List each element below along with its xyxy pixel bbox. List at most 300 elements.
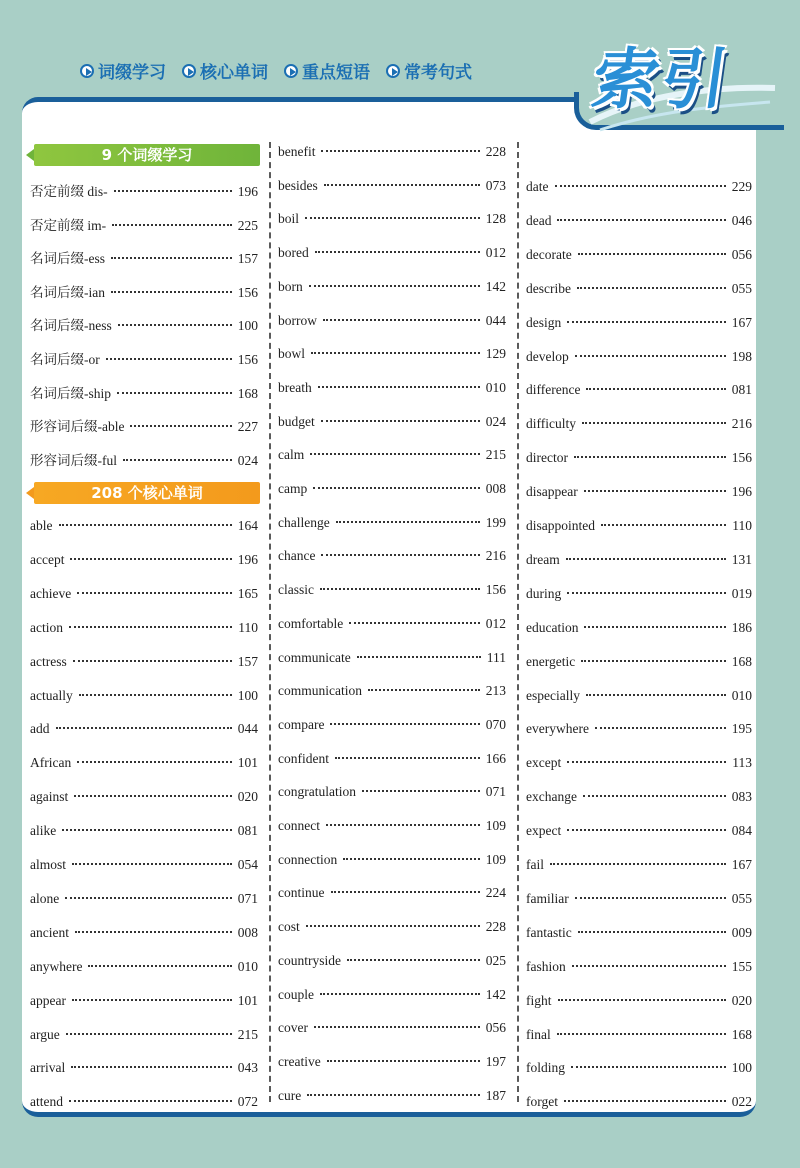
entry-page-number: 228 <box>485 919 506 935</box>
leader-dots <box>314 1026 480 1028</box>
entry-page-number: 100 <box>731 1060 752 1076</box>
entry-page-number: 142 <box>485 986 506 1002</box>
leader-dots <box>566 558 726 560</box>
leader-dots <box>323 319 480 321</box>
leader-dots <box>77 592 232 594</box>
entry-word: couple <box>278 986 314 1002</box>
leader-dots <box>306 925 480 927</box>
entry-word: against <box>30 789 69 805</box>
leader-dots <box>77 761 232 763</box>
index-entry <box>30 552 258 572</box>
entry-word: bored <box>278 245 309 261</box>
index-entry <box>278 346 506 366</box>
play-circle-icon <box>80 64 94 78</box>
entry-word: connect <box>278 818 320 833</box>
entry-word: director <box>526 450 568 466</box>
entry-page-number: 100 <box>237 687 258 703</box>
leader-dots <box>56 727 232 729</box>
entry-page-number: 129 <box>485 346 506 362</box>
entry-page-number: 213 <box>485 683 506 699</box>
index-entry <box>30 891 258 911</box>
leader-dots <box>586 388 725 390</box>
entry-word: able <box>30 518 53 533</box>
index-entry <box>526 349 752 369</box>
leader-dots <box>595 727 726 729</box>
entry-word: everywhere <box>526 721 589 737</box>
entry-word: dream <box>526 551 560 567</box>
leader-dots <box>343 858 480 860</box>
leader-dots <box>575 897 726 899</box>
entry-page-number: 101 <box>237 992 258 1008</box>
entry-word: 否定前缀 dis- <box>30 184 108 199</box>
index-entry <box>30 415 258 435</box>
entry-word: dead <box>526 212 552 228</box>
entry-word: bowl <box>278 346 305 362</box>
entry-page-number: 043 <box>237 1060 258 1076</box>
entry-word: alone <box>30 890 60 906</box>
leader-dots <box>321 420 480 422</box>
entry-word: achieve <box>30 585 72 601</box>
entry-word: especially <box>526 687 580 703</box>
entry-word: 名词后缀-ship <box>30 385 111 401</box>
index-entry <box>278 885 506 905</box>
index-entry <box>30 959 258 979</box>
entry-page-number: 012 <box>485 615 506 631</box>
index-entry <box>526 213 752 233</box>
entry-page-number: 046 <box>731 212 752 228</box>
entry-word: communicate <box>278 649 351 665</box>
entry-word: familiar <box>526 890 569 906</box>
leader-dots <box>571 1066 726 1068</box>
entry-page-number: 166 <box>485 750 506 766</box>
entry-word: difficulty <box>526 416 576 432</box>
entry-page-number: 228 <box>485 144 506 159</box>
index-entry <box>30 382 258 402</box>
entry-word: fail <box>526 857 544 872</box>
entry-page-number: 019 <box>731 585 752 601</box>
index-entry <box>278 245 506 265</box>
leader-dots <box>320 588 480 590</box>
index-entry <box>526 789 752 809</box>
entry-page-number: 142 <box>485 278 506 294</box>
entry-word: ancient <box>30 924 69 940</box>
entry-word: alike <box>30 823 57 839</box>
index-entry <box>278 211 506 231</box>
entry-page-number: 227 <box>237 419 258 435</box>
index-entry <box>278 144 506 164</box>
entry-word: borrow <box>278 312 317 328</box>
index-entry <box>30 721 258 741</box>
leader-dots <box>368 689 480 691</box>
entry-word: difference <box>526 382 581 398</box>
entry-word: during <box>526 585 562 601</box>
index-entry <box>30 620 258 640</box>
index-entry <box>526 755 752 775</box>
entry-page-number: 155 <box>731 958 752 974</box>
leader-dots <box>74 795 232 797</box>
leader-dots <box>130 425 231 427</box>
leader-dots <box>313 487 480 489</box>
entry-page-number: 156 <box>237 352 258 367</box>
leader-dots <box>347 959 480 961</box>
index-entry <box>526 925 752 945</box>
entry-page-number: 022 <box>731 1094 752 1110</box>
nav-item-label: 词缀学习 <box>98 63 166 83</box>
leader-dots <box>326 824 480 826</box>
index-entry <box>526 315 752 335</box>
leader-dots <box>583 795 726 797</box>
leader-dots <box>349 622 480 624</box>
leader-dots <box>321 150 479 152</box>
index-entry <box>278 1020 506 1040</box>
entry-page-number: 008 <box>237 924 258 940</box>
leader-dots <box>582 422 726 424</box>
leader-dots <box>114 190 232 192</box>
entry-page-number: 056 <box>485 1020 506 1036</box>
leader-dots <box>586 694 726 696</box>
entry-word: anywhere <box>30 958 83 974</box>
entry-word: challenge <box>278 514 330 530</box>
leader-dots <box>330 723 479 725</box>
leader-dots <box>327 1060 480 1062</box>
leader-dots <box>321 554 479 556</box>
index-entry <box>278 717 506 737</box>
leader-dots <box>59 524 232 526</box>
index-entry <box>526 586 752 606</box>
play-circle-icon <box>386 64 400 78</box>
entry-word: cost <box>278 919 300 935</box>
leader-dots <box>567 321 726 323</box>
entry-word: 名词后缀-ian <box>30 284 105 300</box>
leader-dots <box>311 352 480 354</box>
index-entry <box>278 313 506 333</box>
index-entry <box>30 755 258 775</box>
entry-word: almost <box>30 857 66 872</box>
index-entry <box>526 518 752 538</box>
nav-item-affix[interactable] <box>80 58 166 83</box>
entry-page-number: 164 <box>237 518 258 533</box>
entry-word: final <box>526 1026 551 1042</box>
entry-page-number: 156 <box>485 582 506 598</box>
leader-dots <box>79 694 232 696</box>
index-entry <box>30 1060 258 1080</box>
leader-dots <box>62 829 232 831</box>
leader-dots <box>66 1033 232 1035</box>
leader-dots <box>72 999 232 1001</box>
entry-page-number: 167 <box>731 314 752 330</box>
leader-dots <box>307 1094 480 1096</box>
leader-dots <box>70 558 231 560</box>
entry-word: argue <box>30 1026 60 1042</box>
entry-word: folding <box>526 1060 565 1076</box>
index-entry <box>278 178 506 198</box>
index-entry <box>526 654 752 674</box>
column-divider <box>269 142 271 1102</box>
entry-page-number: 020 <box>237 789 258 805</box>
entry-page-number: 128 <box>485 211 506 227</box>
index-entry <box>30 654 258 674</box>
entry-word: creative <box>278 1053 321 1069</box>
entry-word: fantastic <box>526 924 572 940</box>
entry-page-number: 024 <box>485 413 506 429</box>
leader-dots <box>550 863 726 865</box>
index-entry <box>526 1060 752 1080</box>
leader-dots <box>578 931 726 933</box>
entry-word: 名词后缀-ness <box>30 318 112 334</box>
leader-dots <box>324 184 480 186</box>
index-entry <box>278 380 506 400</box>
index-entry <box>526 416 752 436</box>
leader-dots <box>88 965 231 967</box>
entry-page-number: 168 <box>237 385 258 401</box>
leader-dots <box>564 1100 726 1102</box>
entry-page-number: 025 <box>485 952 506 968</box>
leader-dots <box>601 524 726 526</box>
leader-dots <box>584 490 726 492</box>
leader-dots <box>581 660 726 662</box>
entry-page-number: 109 <box>485 851 506 867</box>
index-entry <box>526 247 752 267</box>
entry-word: chance <box>278 548 316 564</box>
entry-word: compare <box>278 716 325 732</box>
leader-dots <box>123 459 232 461</box>
entry-word: fight <box>526 992 552 1008</box>
entry-page-number: 010 <box>237 958 258 974</box>
section-nav <box>80 58 472 83</box>
leader-dots <box>69 626 232 628</box>
entry-word: confident <box>278 750 329 766</box>
entry-word: 否定前缀 im- <box>30 217 107 233</box>
leader-dots <box>584 626 725 628</box>
entry-word: countryside <box>278 952 341 968</box>
index-entry <box>278 447 506 467</box>
index-entry <box>30 993 258 1013</box>
entry-page-number: 100 <box>237 318 258 334</box>
entry-page-number: 186 <box>731 619 752 635</box>
entry-page-number: 055 <box>731 890 752 906</box>
index-entry <box>278 616 506 636</box>
index-entry <box>30 1094 258 1114</box>
entry-word: energetic <box>526 653 576 669</box>
index-entry <box>526 281 752 301</box>
entry-page-number: 168 <box>731 1026 752 1042</box>
entry-page-number: 199 <box>485 514 506 530</box>
nav-item-sentences[interactable] <box>386 58 472 83</box>
entry-page-number: 081 <box>237 823 258 839</box>
leader-dots <box>69 1100 232 1102</box>
index-entry <box>526 620 752 640</box>
entry-page-number: 012 <box>485 245 506 261</box>
entry-word: describe <box>526 280 571 296</box>
index-entry <box>278 548 506 568</box>
entry-word: except <box>526 755 562 771</box>
index-entry <box>526 1094 752 1114</box>
leader-dots <box>558 999 726 1001</box>
entry-word: action <box>30 619 63 635</box>
index-entry <box>278 582 506 602</box>
entry-page-number: 111 <box>486 649 506 665</box>
entry-word: 形容词后缀-able <box>30 419 125 435</box>
entry-page-number: 010 <box>731 687 752 703</box>
index-entry <box>278 953 506 973</box>
leader-dots <box>310 453 480 455</box>
entry-word: attend <box>30 1094 63 1110</box>
leader-dots <box>577 287 726 289</box>
entry-word: exchange <box>526 789 577 805</box>
entry-page-number: 187 <box>485 1087 506 1103</box>
leader-dots <box>335 757 480 759</box>
entry-page-number: 010 <box>485 379 506 395</box>
play-circle-icon <box>182 64 196 78</box>
leader-dots <box>111 291 232 293</box>
index-entry <box>30 281 258 301</box>
section-header-affix: 9 个词缀学习 <box>34 144 260 166</box>
entry-word: education <box>526 619 579 635</box>
entry-word: connection <box>278 851 338 867</box>
leader-dots <box>574 456 726 458</box>
entry-word: cover <box>278 1020 308 1036</box>
entry-page-number: 157 <box>237 653 258 669</box>
index-entry <box>526 179 752 199</box>
index-entry <box>278 987 506 1007</box>
leader-dots <box>578 253 726 255</box>
entry-word: 名词后缀-ess <box>30 251 105 267</box>
nav-item-phrases[interactable] <box>284 58 370 83</box>
index-entry <box>30 314 258 334</box>
index-entry <box>526 552 752 572</box>
index-entry <box>30 180 258 200</box>
index-entry <box>278 683 506 703</box>
index-entry <box>278 751 506 771</box>
title-logo <box>580 26 780 136</box>
entry-word: date <box>526 179 549 194</box>
index-entry <box>30 1027 258 1047</box>
leader-dots <box>555 185 726 187</box>
leader-dots <box>572 965 726 967</box>
entry-page-number: 156 <box>731 450 752 466</box>
entry-page-number: 157 <box>237 251 258 267</box>
entry-word: 名词后缀-or <box>30 352 100 367</box>
entry-page-number: 156 <box>237 284 258 300</box>
entry-page-number: 167 <box>731 857 752 872</box>
leader-dots <box>117 392 232 394</box>
index-entry <box>526 721 752 741</box>
entry-page-number: 109 <box>485 818 506 833</box>
index-entry <box>526 891 752 911</box>
leader-dots <box>557 219 725 221</box>
leader-dots <box>336 521 480 523</box>
entry-page-number: 072 <box>237 1094 258 1110</box>
index-entry <box>526 823 752 843</box>
entry-page-number: 081 <box>731 382 752 398</box>
index-entry <box>526 857 752 877</box>
index-entry <box>30 925 258 945</box>
leader-dots <box>305 217 480 219</box>
entry-page-number: 071 <box>237 890 258 906</box>
nav-item-label: 重点短语 <box>302 63 370 83</box>
entry-page-number: 225 <box>237 217 258 233</box>
index-entry <box>30 214 258 234</box>
entry-word: fashion <box>526 958 566 974</box>
entry-page-number: 198 <box>731 348 752 364</box>
entry-word: congratulation <box>278 784 356 800</box>
entry-word: benefit <box>278 144 316 159</box>
entry-word: communication <box>278 683 362 699</box>
leader-dots <box>331 891 480 893</box>
leader-dots <box>315 251 480 253</box>
index-entry <box>278 414 506 434</box>
leader-dots <box>111 257 232 259</box>
index-entry <box>30 688 258 708</box>
index-entry <box>30 247 258 267</box>
entry-page-number: 196 <box>237 184 258 199</box>
leader-dots <box>567 592 726 594</box>
index-entry <box>526 959 752 979</box>
column-divider <box>517 142 519 1102</box>
index-entry <box>30 586 258 606</box>
entry-word: accept <box>30 551 65 567</box>
nav-item-core-words[interactable] <box>182 58 268 83</box>
entry-page-number: 009 <box>731 924 752 940</box>
index-entry <box>526 688 752 708</box>
index-entry <box>526 484 752 504</box>
leader-dots <box>320 993 480 995</box>
entry-page-number: 070 <box>485 716 506 732</box>
page-title: 索引 <box>587 41 735 118</box>
entry-page-number: 165 <box>237 585 258 601</box>
index-entry <box>526 382 752 402</box>
leader-dots <box>106 358 232 360</box>
leader-dots <box>567 761 726 763</box>
entry-page-number: 215 <box>237 1026 258 1042</box>
play-circle-icon <box>284 64 298 78</box>
leader-dots <box>557 1033 726 1035</box>
entry-page-number: 113 <box>732 755 752 771</box>
entry-page-number: 196 <box>237 551 258 567</box>
leader-dots <box>73 660 232 662</box>
entry-page-number: 110 <box>238 619 258 635</box>
index-entry <box>30 449 258 469</box>
index-entry <box>278 784 506 804</box>
index-entry <box>278 852 506 872</box>
entry-page-number: 055 <box>731 280 752 296</box>
entry-word: 形容词后缀-ful <box>30 452 117 468</box>
entry-page-number: 044 <box>485 312 506 328</box>
entry-page-number: 131 <box>731 551 752 567</box>
index-panel <box>22 97 756 1117</box>
entry-page-number: 008 <box>485 481 506 496</box>
leader-dots <box>567 829 726 831</box>
entry-word: develop <box>526 348 569 364</box>
leader-dots <box>112 224 232 226</box>
nav-item-label: 核心单词 <box>200 63 268 83</box>
index-entry <box>30 348 258 368</box>
entry-word: actually <box>30 687 73 703</box>
index-entry <box>278 818 506 838</box>
entry-word: camp <box>278 481 308 496</box>
index-entry <box>30 789 258 809</box>
index-entry <box>278 515 506 535</box>
entry-word: forget <box>526 1094 558 1110</box>
entry-word: budget <box>278 413 315 429</box>
entry-page-number: 196 <box>731 484 752 500</box>
section-header-core-words: 208 个核心单词 <box>34 482 260 504</box>
entry-page-number: 110 <box>732 518 752 533</box>
index-entry <box>526 450 752 470</box>
index-entry <box>526 993 752 1013</box>
entry-page-number: 216 <box>731 416 752 432</box>
entry-word: disappointed <box>526 518 595 533</box>
